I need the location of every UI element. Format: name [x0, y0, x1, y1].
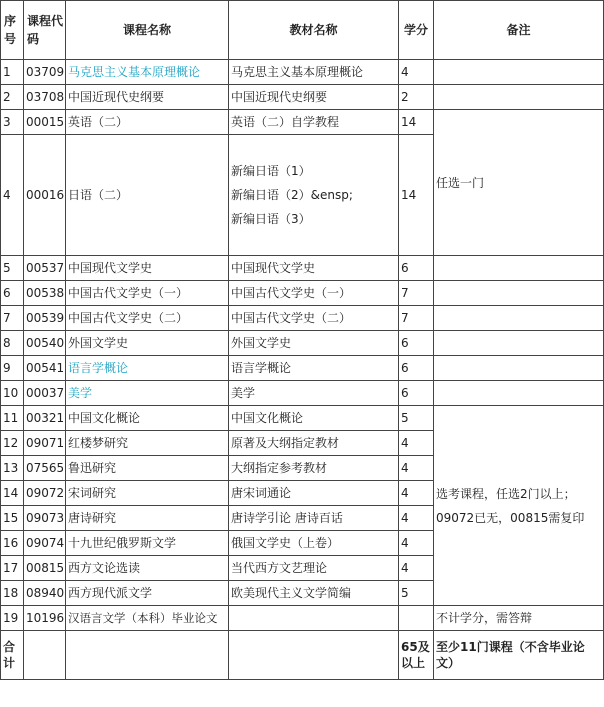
row-code: 00015 [24, 110, 66, 135]
course-link[interactable]: 美学 [66, 381, 229, 406]
row-book: 大纲指定参考教材 [229, 456, 399, 481]
row-credit [399, 606, 434, 631]
row-no: 9 [1, 356, 24, 381]
row-code: 00537 [24, 256, 66, 281]
row-code: 09072 [24, 481, 66, 506]
row-no: 5 [1, 256, 24, 281]
row-no: 19 [1, 606, 24, 631]
row-code: 09071 [24, 431, 66, 456]
row-course: 中国文化概论 [66, 406, 229, 431]
row-credit: 4 [399, 481, 434, 506]
row-no: 3 [1, 110, 24, 135]
row-book: 中国现代文学史 [229, 256, 399, 281]
row-course: 外国文学史 [66, 331, 229, 356]
total-code [24, 631, 66, 680]
row-book: 当代西方文艺理论 [229, 556, 399, 581]
row-note-elective-group [434, 406, 604, 606]
row-credit: 5 [399, 581, 434, 606]
row-credit: 6 [399, 356, 434, 381]
book-line: 新编日语（2）&ensp; [231, 188, 353, 202]
note-line: 选考课程，任选2门以上； [436, 486, 576, 501]
header-note: 备注 [434, 1, 604, 60]
book-line: 新编日语（3） [231, 212, 311, 226]
row-no: 13 [1, 456, 24, 481]
row-no: 18 [1, 581, 24, 606]
table-row [1, 256, 604, 281]
header-credit: 学分 [399, 1, 434, 60]
table-row [1, 331, 604, 356]
row-credit: 2 [399, 85, 434, 110]
row-book: 美学 [229, 381, 399, 406]
header-no: 序号 [1, 1, 24, 60]
table-row [1, 85, 604, 110]
row-code: 00538 [24, 281, 66, 306]
row-code: 10196 [24, 606, 66, 631]
row-note-elective-jp: 任选一门 [434, 110, 604, 256]
row-book: 马克思主义基本原理概论 [229, 60, 399, 85]
row-credit: 7 [399, 306, 434, 331]
row-no: 7 [1, 306, 24, 331]
row-no: 17 [1, 556, 24, 581]
book-line: 新编日语（1） [231, 164, 311, 178]
row-credit: 4 [399, 531, 434, 556]
row-book: 语言学概论 [229, 356, 399, 381]
table-row [1, 606, 604, 631]
course-link[interactable]: 语言学概论 [66, 356, 229, 381]
row-code: 00539 [24, 306, 66, 331]
row-course: 中国现代文学史 [66, 256, 229, 281]
row-credit: 14 [399, 135, 434, 256]
row-course: 唐诗研究 [66, 506, 229, 531]
row-no: 11 [1, 406, 24, 431]
row-code: 07565 [24, 456, 66, 481]
row-book [229, 606, 399, 631]
row-credit: 4 [399, 60, 434, 85]
row-no: 2 [1, 85, 24, 110]
row-book: 俄国文学史（上卷） [229, 531, 399, 556]
row-book: 中国文化概论 [229, 406, 399, 431]
row-note [434, 381, 604, 406]
row-course: 宋词研究 [66, 481, 229, 506]
row-book: 外国文学史 [229, 331, 399, 356]
row-credit: 6 [399, 331, 434, 356]
row-code: 00541 [24, 356, 66, 381]
row-note [434, 356, 604, 381]
header-row [1, 1, 604, 60]
row-note [434, 85, 604, 110]
row-course: 鲁迅研究 [66, 456, 229, 481]
header-book: 教材名称 [229, 1, 399, 60]
table-row [1, 281, 604, 306]
table-row [1, 306, 604, 331]
row-credit: 4 [399, 556, 434, 581]
row-course: 汉语言文学（本科）毕业论文 [66, 606, 229, 631]
row-course: 十九世纪俄罗斯文学 [66, 531, 229, 556]
header-course: 课程名称 [66, 1, 229, 60]
row-code: 00037 [24, 381, 66, 406]
total-book [229, 631, 399, 680]
row-code: 09073 [24, 506, 66, 531]
row-note: 不计学分，需答辩 [434, 606, 604, 631]
row-no: 12 [1, 431, 24, 456]
row-book [229, 135, 399, 256]
row-no: 15 [1, 506, 24, 531]
row-book: 中国古代文学史（一） [229, 281, 399, 306]
table-row [1, 356, 604, 381]
total-label: 合计 [1, 631, 24, 680]
header-code: 课程代码 [24, 1, 66, 60]
row-no: 6 [1, 281, 24, 306]
row-book: 中国古代文学史（二） [229, 306, 399, 331]
row-note [434, 331, 604, 356]
row-course: 日语（二） [66, 135, 229, 256]
note-line: 09072已无，00815需复印 [436, 510, 585, 525]
row-book: 唐宋词通论 [229, 481, 399, 506]
table-row [1, 110, 604, 135]
total-credits: 65及以上 [399, 631, 434, 680]
row-code: 08940 [24, 581, 66, 606]
total-note: 至少11门课程（不含毕业论文） [434, 631, 604, 680]
row-code: 09074 [24, 531, 66, 556]
row-no: 14 [1, 481, 24, 506]
row-credit: 6 [399, 256, 434, 281]
course-link[interactable]: 马克思主义基本原理概论 [66, 60, 229, 85]
row-code: 00321 [24, 406, 66, 431]
row-course: 英语（二） [66, 110, 229, 135]
row-course: 中国古代文学史（二） [66, 306, 229, 331]
row-course: 中国近现代史纲要 [66, 85, 229, 110]
table-row [1, 60, 604, 85]
row-credit: 4 [399, 506, 434, 531]
row-note [434, 60, 604, 85]
row-note [434, 306, 604, 331]
row-course: 西方现代派文学 [66, 581, 229, 606]
row-no: 4 [1, 135, 24, 256]
table-row [1, 406, 604, 431]
row-code: 00016 [24, 135, 66, 256]
row-note [434, 281, 604, 306]
row-course: 西方文论选读 [66, 556, 229, 581]
total-course [66, 631, 229, 680]
row-no: 8 [1, 331, 24, 356]
row-no: 1 [1, 60, 24, 85]
row-course: 中国古代文学史（一） [66, 281, 229, 306]
row-code: 00540 [24, 331, 66, 356]
row-credit: 5 [399, 406, 434, 431]
row-book: 中国近现代史纲要 [229, 85, 399, 110]
row-book: 唐诗学引论 唐诗百话 [229, 506, 399, 531]
row-book: 原著及大纲指定教材 [229, 431, 399, 456]
row-code: 00815 [24, 556, 66, 581]
row-credit: 7 [399, 281, 434, 306]
row-book: 英语（二）自学教程 [229, 110, 399, 135]
row-code: 03708 [24, 85, 66, 110]
row-code: 03709 [24, 60, 66, 85]
total-row [1, 631, 604, 680]
row-no: 10 [1, 381, 24, 406]
row-credit: 14 [399, 110, 434, 135]
table-row [1, 381, 604, 406]
row-credit: 4 [399, 456, 434, 481]
row-book: 欧美现代主义文学简编 [229, 581, 399, 606]
row-credit: 4 [399, 431, 434, 456]
row-course: 红楼梦研究 [66, 431, 229, 456]
row-credit: 6 [399, 381, 434, 406]
row-no: 16 [1, 531, 24, 556]
row-note [434, 256, 604, 281]
